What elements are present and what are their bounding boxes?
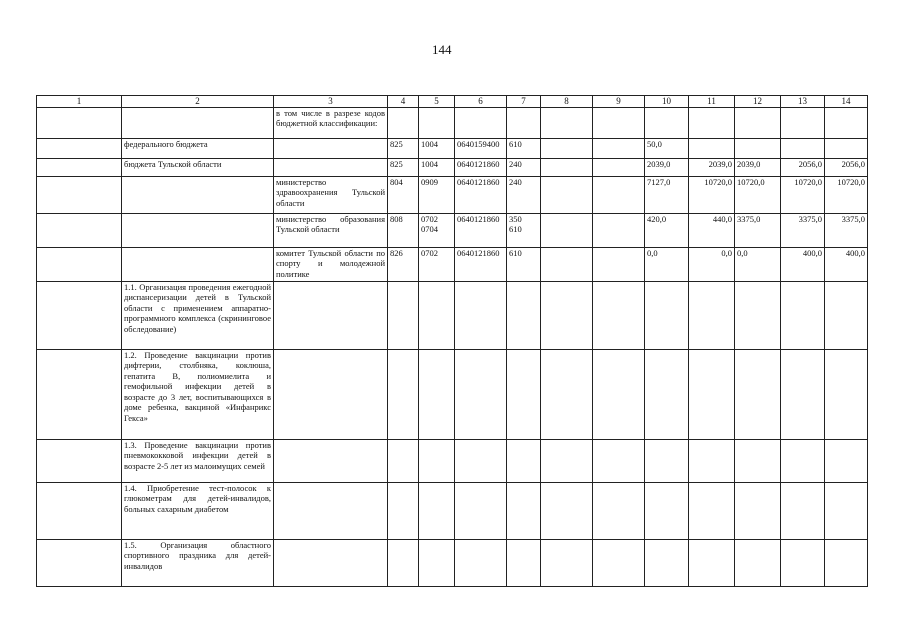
description-cell: [122, 247, 274, 281]
administrator-cell: министерство здравоохранения Тульской области: [274, 176, 388, 213]
administrator-cell: [274, 158, 388, 176]
amount-2015-cell: 2039,0: [689, 158, 735, 176]
col9-cell: [593, 482, 645, 539]
section-code-cell: [419, 107, 455, 138]
amount-2016-cell: [735, 439, 781, 482]
header-cell: 12: [735, 96, 781, 108]
amount-2016-cell: 2039,0: [735, 158, 781, 176]
amount-2017-cell: 400,0: [781, 247, 825, 281]
amount-2015-cell: [689, 281, 735, 349]
amount-2016-cell: [735, 482, 781, 539]
header-cell: 11: [689, 96, 735, 108]
col9-cell: [593, 213, 645, 247]
amount-2014-cell: [645, 482, 689, 539]
amount-2018-cell: 3375,0: [825, 213, 868, 247]
grbs-code-cell: [388, 539, 419, 586]
expense-type-cell: [507, 439, 541, 482]
col8-cell: [541, 138, 593, 158]
section-code-cell: [419, 281, 455, 349]
amount-2017-cell: [781, 482, 825, 539]
grbs-code-cell: 826: [388, 247, 419, 281]
header-cell: 4: [388, 96, 419, 108]
table-row: [37, 247, 868, 281]
col9-cell: [593, 158, 645, 176]
amount-2015-cell: 10720,0: [689, 176, 735, 213]
target-code-cell: [455, 281, 507, 349]
header-cell: 7: [507, 96, 541, 108]
amount-2017-cell: [781, 281, 825, 349]
amount-2017-cell: [781, 439, 825, 482]
amount-2015-cell: 0,0: [689, 247, 735, 281]
col8-cell: [541, 281, 593, 349]
target-code-cell: [455, 482, 507, 539]
description-cell: [122, 176, 274, 213]
amount-2018-cell: [825, 539, 868, 586]
amount-2017-cell: 10720,0: [781, 176, 825, 213]
amount-2014-cell: 0,0: [645, 247, 689, 281]
table-row: [37, 281, 868, 349]
grbs-code-cell: 808: [388, 213, 419, 247]
grbs-code-cell: [388, 439, 419, 482]
amount-2014-cell: 420,0: [645, 213, 689, 247]
amount-2017-cell: 2056,0: [781, 158, 825, 176]
amount-2016-cell: [735, 138, 781, 158]
col8-cell: [541, 107, 593, 138]
administrator-cell: в том числе в разрезе кодов бюджетной классификации:: [274, 107, 388, 138]
section-code-cell: 1004: [419, 158, 455, 176]
administrator-cell: комитет Тульской области по спорту и молодежной политике: [274, 247, 388, 281]
expense-type-cell: 240: [507, 158, 541, 176]
target-code-cell: 0640121860: [455, 158, 507, 176]
amount-2018-cell: [825, 349, 868, 439]
section-code-cell: 1004: [419, 138, 455, 158]
amount-2016-cell: 0,0: [735, 247, 781, 281]
amount-2014-cell: 7127,0: [645, 176, 689, 213]
description-cell: 1.1. Организация проведения ежегодной диспансеризации детей в Тульской области с применением аппаратно-программного комплекса (скрининговое обследование): [122, 281, 274, 349]
amount-2017-cell: [781, 539, 825, 586]
col8-cell: [541, 213, 593, 247]
col1-cell: [37, 247, 122, 281]
amount-2014-cell: [645, 349, 689, 439]
header-cell: 8: [541, 96, 593, 108]
grbs-code-cell: 825: [388, 158, 419, 176]
col9-cell: [593, 539, 645, 586]
grbs-code-cell: 804: [388, 176, 419, 213]
expense-type-cell: 350 610: [507, 213, 541, 247]
section-code-cell: [419, 539, 455, 586]
amount-2018-cell: [825, 439, 868, 482]
col1-cell: [37, 107, 122, 138]
table-row: [37, 539, 868, 586]
description-cell: 1.5. Организация областного спортивного праздника для детей-инвалидов: [122, 539, 274, 586]
col8-cell: [541, 349, 593, 439]
expense-type-cell: [507, 349, 541, 439]
section-code-cell: 0702 0704: [419, 213, 455, 247]
amount-2015-cell: [689, 107, 735, 138]
administrator-cell: [274, 349, 388, 439]
amount-2015-cell: 440,0: [689, 213, 735, 247]
amount-2015-cell: [689, 349, 735, 439]
description-cell: 1.4. Приобретение тест-полосок к глюкометрам для детей-инвалидов, больных сахарным диабетом: [122, 482, 274, 539]
amount-2018-cell: 10720,0: [825, 176, 868, 213]
administrator-cell: [274, 439, 388, 482]
amount-2018-cell: [825, 138, 868, 158]
header-cell: 5: [419, 96, 455, 108]
grbs-code-cell: 825: [388, 138, 419, 158]
header-cell: 6: [455, 96, 507, 108]
amount-2018-cell: 2056,0: [825, 158, 868, 176]
col8-cell: [541, 539, 593, 586]
section-code-cell: 0702: [419, 247, 455, 281]
section-code-cell: 0909: [419, 176, 455, 213]
expense-type-cell: [507, 107, 541, 138]
col9-cell: [593, 107, 645, 138]
description-cell: [122, 213, 274, 247]
section-code-cell: [419, 482, 455, 539]
grbs-code-cell: [388, 482, 419, 539]
expense-type-cell: 240: [507, 176, 541, 213]
col1-cell: [37, 176, 122, 213]
target-code-cell: 0640121860: [455, 176, 507, 213]
col1-cell: [37, 349, 122, 439]
col8-cell: [541, 176, 593, 213]
amount-2018-cell: 400,0: [825, 247, 868, 281]
amount-2018-cell: [825, 281, 868, 349]
target-code-cell: 0640121860: [455, 247, 507, 281]
administrator-cell: [274, 539, 388, 586]
description-cell: 1.2. Проведение вакцинации против дифтерии, столбняка, коклюша, гепатита В, полиомиелита и гемофильной инфекции детей в возрасте до 3 лет, воспитывающихся в доме ребенка, вакциной «Инфанрикс Гекса»: [122, 349, 274, 439]
page-number: 144: [432, 42, 452, 57]
amount-2015-cell: [689, 439, 735, 482]
col8-cell: [541, 482, 593, 539]
header-cell: 10: [645, 96, 689, 108]
table-row: [37, 349, 868, 439]
col9-cell: [593, 138, 645, 158]
administrator-cell: [274, 482, 388, 539]
col1-cell: [37, 482, 122, 539]
amount-2016-cell: 3375,0: [735, 213, 781, 247]
description-cell: бюджета Тульской области: [122, 158, 274, 176]
amount-2017-cell: [781, 138, 825, 158]
administrator-cell: [274, 138, 388, 158]
amount-2017-cell: [781, 349, 825, 439]
col1-cell: [37, 281, 122, 349]
amount-2014-cell: 2039,0: [645, 158, 689, 176]
table-row: [37, 176, 868, 213]
target-code-cell: [455, 107, 507, 138]
amount-2016-cell: 10720,0: [735, 176, 781, 213]
section-code-cell: [419, 439, 455, 482]
amount-2017-cell: 3375,0: [781, 213, 825, 247]
amount-2018-cell: [825, 482, 868, 539]
amount-2015-cell: [689, 539, 735, 586]
header-cell: 2: [122, 96, 274, 108]
col9-cell: [593, 247, 645, 281]
target-code-cell: [455, 439, 507, 482]
amount-2016-cell: [735, 539, 781, 586]
expense-type-cell: [507, 482, 541, 539]
expense-type-cell: [507, 539, 541, 586]
amount-2017-cell: [781, 107, 825, 138]
administrator-cell: [274, 281, 388, 349]
table-row: [37, 213, 868, 247]
grbs-code-cell: [388, 349, 419, 439]
header-cell: 14: [825, 96, 868, 108]
amount-2014-cell: 50,0: [645, 138, 689, 158]
col8-cell: [541, 158, 593, 176]
col9-cell: [593, 281, 645, 349]
section-code-cell: [419, 349, 455, 439]
table-row: [37, 158, 868, 176]
description-cell: [122, 107, 274, 138]
target-code-cell: 0640121860: [455, 213, 507, 247]
col8-cell: [541, 247, 593, 281]
header-row: [37, 96, 868, 108]
amount-2015-cell: [689, 138, 735, 158]
header-cell: 3: [274, 96, 388, 108]
amount-2014-cell: [645, 107, 689, 138]
header-cell: 9: [593, 96, 645, 108]
col1-cell: [37, 539, 122, 586]
header-cell: 1: [37, 96, 122, 108]
description-cell: федерального бюджета: [122, 138, 274, 158]
grbs-code-cell: [388, 281, 419, 349]
col9-cell: [593, 349, 645, 439]
col9-cell: [593, 176, 645, 213]
col1-cell: [37, 439, 122, 482]
header-cell: 13: [781, 96, 825, 108]
description-cell: 1.3. Проведение вакцинации против пневмококковой инфекции детей в возрасте 2-5 лет из малоимущих семей: [122, 439, 274, 482]
administrator-cell: министерство образования Тульской области: [274, 213, 388, 247]
amount-2014-cell: [645, 439, 689, 482]
target-code-cell: [455, 349, 507, 439]
table-row: [37, 138, 868, 158]
col8-cell: [541, 439, 593, 482]
amount-2014-cell: [645, 539, 689, 586]
target-code-cell: 0640159400: [455, 138, 507, 158]
amount-2018-cell: [825, 107, 868, 138]
col1-cell: [37, 213, 122, 247]
grbs-code-cell: [388, 107, 419, 138]
target-code-cell: [455, 539, 507, 586]
budget-table: [36, 95, 868, 587]
table-row: [37, 107, 868, 138]
expense-type-cell: 610: [507, 247, 541, 281]
amount-2016-cell: [735, 281, 781, 349]
table-row: [37, 482, 868, 539]
table-row: [37, 439, 868, 482]
expense-type-cell: [507, 281, 541, 349]
col9-cell: [593, 439, 645, 482]
col1-cell: [37, 138, 122, 158]
amount-2015-cell: [689, 482, 735, 539]
amount-2014-cell: [645, 281, 689, 349]
col1-cell: [37, 158, 122, 176]
amount-2016-cell: [735, 107, 781, 138]
amount-2016-cell: [735, 349, 781, 439]
expense-type-cell: 610: [507, 138, 541, 158]
